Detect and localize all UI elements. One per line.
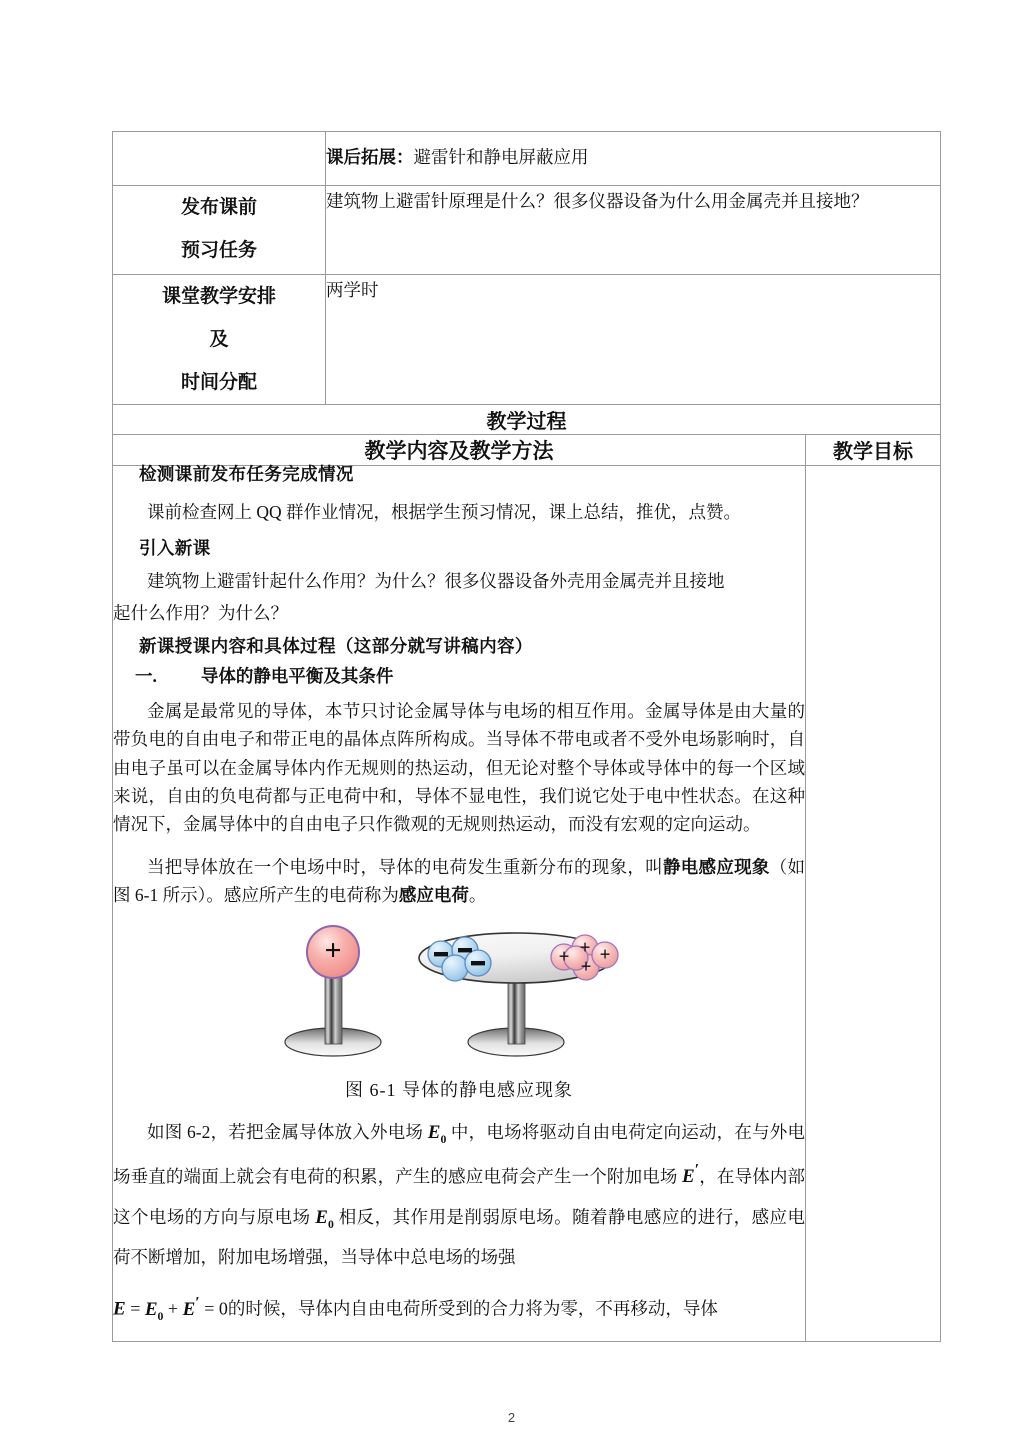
schedule-label-line1: 课堂教学安排: [161, 286, 276, 307]
section-heading: [135, 665, 805, 686]
table-row-main-content: [113, 466, 941, 1342]
schedule-label-cell: [113, 275, 326, 405]
math-E0-first: $E_0$: [427, 1122, 447, 1146]
para-induction-c: （如图 6-1 所示）。感应所产生的电荷称为: [113, 856, 806, 906]
conductor-plate-stand: [419, 933, 618, 1056]
heading-intro: 引入新课: [139, 537, 211, 558]
preview-label-line1: 发布课前: [180, 197, 257, 218]
para-fig2-p1c: ，在导体内部这个电场的方向与原电场: [113, 1166, 805, 1228]
charged-sphere-stand: [285, 926, 381, 1056]
section-title: 导体的静电平衡及其条件: [200, 665, 394, 686]
extension-content-rest: 避雷针和静电屏蔽应用: [413, 147, 589, 167]
preview-label-cell: [113, 186, 326, 275]
section-number: 一.: [135, 665, 157, 686]
lesson-plan-table: [112, 131, 941, 1342]
extension-label-cell: [113, 132, 326, 186]
table-row-schedule: [113, 275, 941, 405]
formula-plus: +: [163, 1298, 183, 1319]
svg-text:+: +: [579, 936, 591, 958]
table-row-preview: [113, 186, 941, 275]
schedule-content-cell: 两学时: [326, 275, 941, 405]
para-fig2-p1d: 相反，其作用是削弱原电场。随着静电感应的进行，感应电荷不断增加，附加电场增强，当导体中总电场的场强: [113, 1207, 805, 1267]
page-number: 2: [507, 1410, 516, 1425]
content-method-header: 教学内容及教学方法: [113, 435, 806, 466]
svg-text:+: +: [558, 945, 570, 967]
heading-newlesson: 新课授课内容和具体过程（这部分就写讲稿内容）: [139, 636, 533, 657]
para-induction-a: 当把导体放在一个电场中时，导体的电荷发生重新分布的现象，叫: [147, 856, 663, 877]
figure-caption: 图 6-1 导体的静电感应现象: [345, 1080, 573, 1100]
para-intro-line2: 起什么作用？为什么？: [113, 602, 288, 623]
math-Eprime-first: E′: [682, 1161, 700, 1188]
preview-label-line2: 预习任务: [180, 240, 257, 261]
teaching-goal-cell: [806, 466, 941, 1342]
math-E0-second: $E_0$: [315, 1207, 334, 1231]
electrostatic-induction-diagram: [279, 924, 639, 1074]
sphere-plus-label: +: [324, 933, 342, 967]
table-row-extension: [113, 132, 941, 186]
extension-content-bold: 课后拓展：: [326, 147, 414, 167]
svg-text:+: +: [599, 943, 611, 965]
para-check: 课前检查网上 QQ 群作业情况，根据学生预习情况，课上总结，推优，点赞。: [147, 501, 742, 522]
formula-E0: $E_0$: [144, 1298, 164, 1323]
teaching-goal-header: 教学目标: [806, 435, 941, 466]
extension-content-cell: [326, 132, 941, 186]
para-formula-line: [113, 1286, 805, 1330]
preview-content-cell: 建筑物上避雷针原理是什么？很多仪器设备为什么用金属壳并且接地？: [326, 186, 941, 275]
figure-6-1: [113, 924, 805, 1078]
table-row-column-headers: [113, 435, 941, 466]
formula-Eprime: E′: [182, 1294, 200, 1320]
para-induction-b: 静电感应现象: [662, 856, 770, 877]
para-fig2-p1b: 中，电场将驱动自由电荷定向运动，在与外电场垂直的端面上就会有电荷的积累，产生的感应电荷会产生一个附加电场: [113, 1122, 806, 1187]
para-induction: [113, 853, 805, 910]
heading-check: 检测课前发布任务完成情况: [139, 464, 354, 484]
para-intro-line1: 建筑物上避雷针起什么作用？为什么？很多仪器设备外壳用金属壳并且接地: [147, 571, 725, 592]
para-fig2-p1a: 如图 6-2，若把金属导体放入外电场: [147, 1122, 428, 1142]
para-induction-d: 感应电荷: [398, 885, 469, 906]
table-row-process-header: [113, 405, 941, 435]
process-header: 教学过程: [113, 405, 941, 435]
para-induction-e: 。: [468, 885, 487, 906]
formula-equals-zero: = 0: [199, 1298, 228, 1319]
formula-equals-1: =: [125, 1298, 145, 1319]
formula-E-total: E: [113, 1298, 126, 1320]
para-external-field: [113, 1113, 805, 1276]
para-metal: 金属是最常见的导体，本节只讨论金属导体与电场的相互作用。金属导体是由大量的带负电的自由电子和带正电的晶体点阵所构成。当导体不带电或者不受外电场影响时，自由电子虽可以在金属导体内作无规则的热运动，但无论对整个导体或导体中的每一个区域来说，自由的负电荷都与正电荷中和，导体不显电性，我们说它处于电中性状态。在这种情况下，金属导体中的自由电子只作微观的无规则热运动，而没有宏观的定向运动。: [113, 701, 805, 835]
svg-text:+: +: [580, 955, 592, 977]
schedule-label-line3: 时间分配: [180, 372, 257, 393]
para-formula-tail: 的时候，导体内自由电荷所受到的合力将为零，不再移动，导体: [227, 1298, 718, 1319]
main-content-cell: [113, 466, 806, 1342]
schedule-label-line2: 及: [209, 329, 229, 350]
